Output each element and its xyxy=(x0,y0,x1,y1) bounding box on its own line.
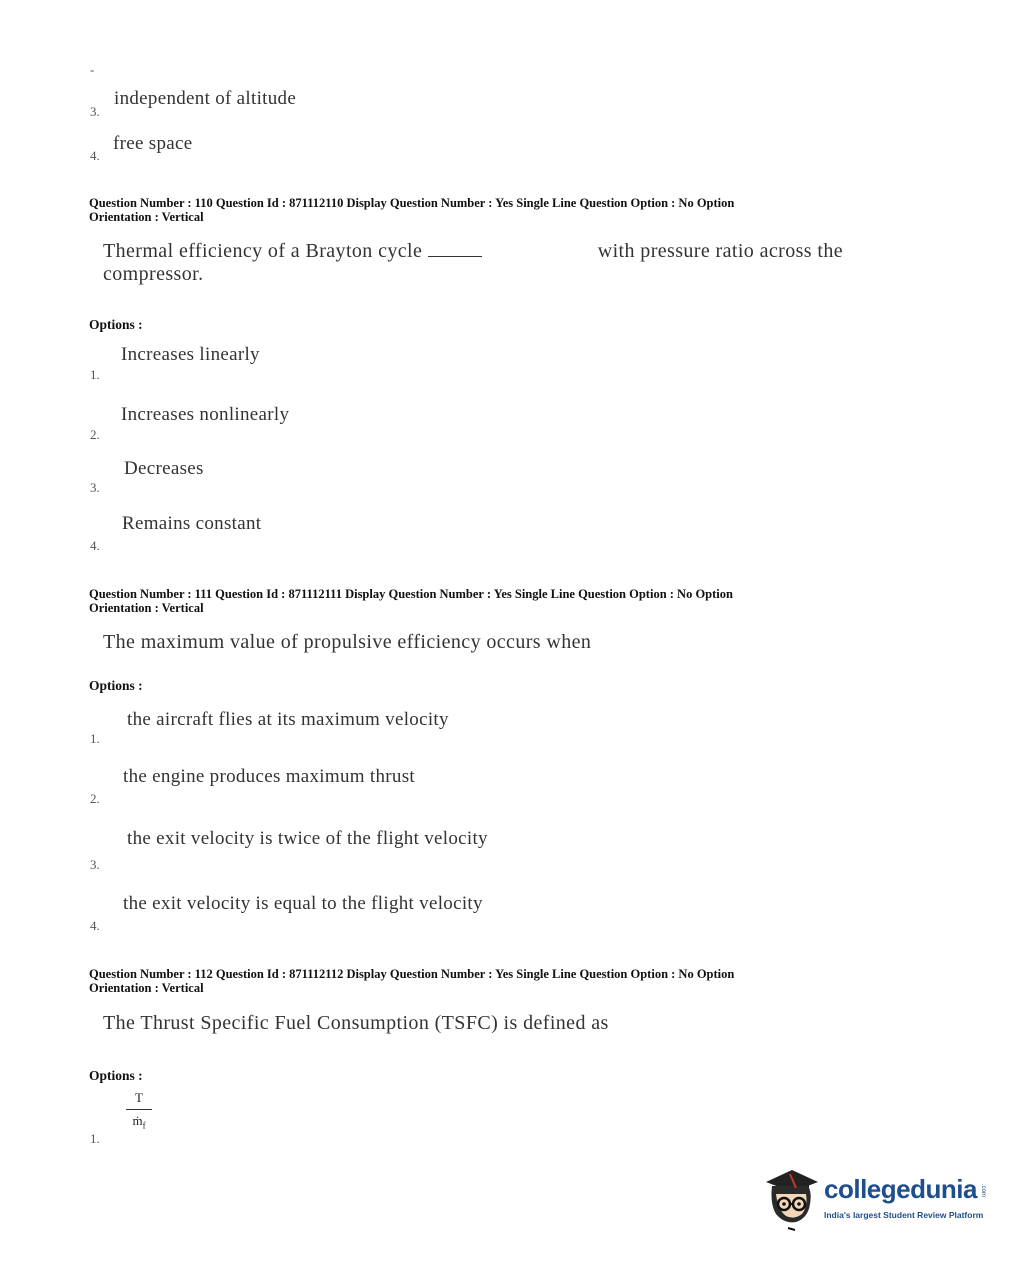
question-meta-line: Orientation : Vertical xyxy=(89,601,204,615)
options-label: Options : xyxy=(89,317,143,332)
option-text: the exit velocity is twice of the flight velocity xyxy=(127,828,488,849)
question-meta-line: Orientation : Vertical xyxy=(89,210,204,224)
option-number: 3. xyxy=(90,480,100,495)
option-number: 1. xyxy=(90,1131,100,1146)
question-text: The Thrust Specific Fuel Consumption (TSFC) is defined as xyxy=(103,1012,609,1034)
option-text: the aircraft flies at its maximum velocity xyxy=(127,709,449,730)
option-number: 1. xyxy=(90,731,100,746)
question-meta-line: Question Number : 111 Question Id : 871112111 Display Question Number : Yes Single Line Question Option : No Option xyxy=(89,587,733,601)
option-number: 1. xyxy=(90,367,100,382)
option-text: the exit velocity is equal to the flight velocity xyxy=(123,893,483,914)
stray-mark: - xyxy=(90,62,95,77)
logo-name: collegedunia xyxy=(824,1174,977,1204)
option-text: Increases nonlinearly xyxy=(121,404,290,425)
options-label: Options : xyxy=(89,678,143,693)
fraction-denominator-base: ṁ xyxy=(132,1113,143,1128)
collegedunia-logo xyxy=(762,1160,992,1232)
fraction-numerator: T xyxy=(126,1090,152,1110)
question-meta xyxy=(89,587,869,615)
option-number: 4. xyxy=(90,918,100,933)
option-number: 4. xyxy=(90,148,100,163)
fraction-denominator-sub: f xyxy=(142,1120,146,1131)
question-text: The maximum value of propulsive efficiency occurs when xyxy=(103,631,592,653)
option-text: Remains constant xyxy=(122,513,262,534)
logo-suffix: .com xyxy=(980,1184,986,1198)
question-text-part: Thermal efficiency of a Brayton cycle xyxy=(103,240,423,262)
option-text: Increases linearly xyxy=(121,344,260,365)
option-text: the engine produces maximum thrust xyxy=(123,766,415,787)
question-meta xyxy=(89,196,869,224)
blank-line xyxy=(428,256,482,257)
option-number: 3. xyxy=(90,857,100,872)
question-meta xyxy=(89,967,869,995)
logo-tagline: India's largest Student Review Platform xyxy=(824,1210,984,1220)
question-text-part: compressor. xyxy=(103,263,204,285)
question-text-part: with pressure ratio across the xyxy=(597,240,843,262)
options-label: Options : xyxy=(89,1068,143,1083)
option-number: 2. xyxy=(90,427,100,442)
mascot-icon xyxy=(762,1160,822,1232)
option-text: free space xyxy=(113,133,193,154)
question-meta-line: Orientation : Vertical xyxy=(89,981,204,995)
fraction-option xyxy=(126,1090,152,1131)
option-number: 3. xyxy=(90,104,100,119)
option-text: Decreases xyxy=(124,458,204,479)
option-text: independent of altitude xyxy=(114,88,297,109)
fraction-denominator xyxy=(126,1110,152,1131)
option-number: 4. xyxy=(90,538,100,553)
question-meta-line: Question Number : 110 Question Id : 871112110 Display Question Number : Yes Single Line Question Option : No Option xyxy=(89,196,735,210)
option-number: 2. xyxy=(90,791,100,806)
question-text xyxy=(103,240,843,286)
question-meta-line: Question Number : 112 Question Id : 871112112 Display Question Number : Yes Single Line Question Option : No Option xyxy=(89,967,735,981)
